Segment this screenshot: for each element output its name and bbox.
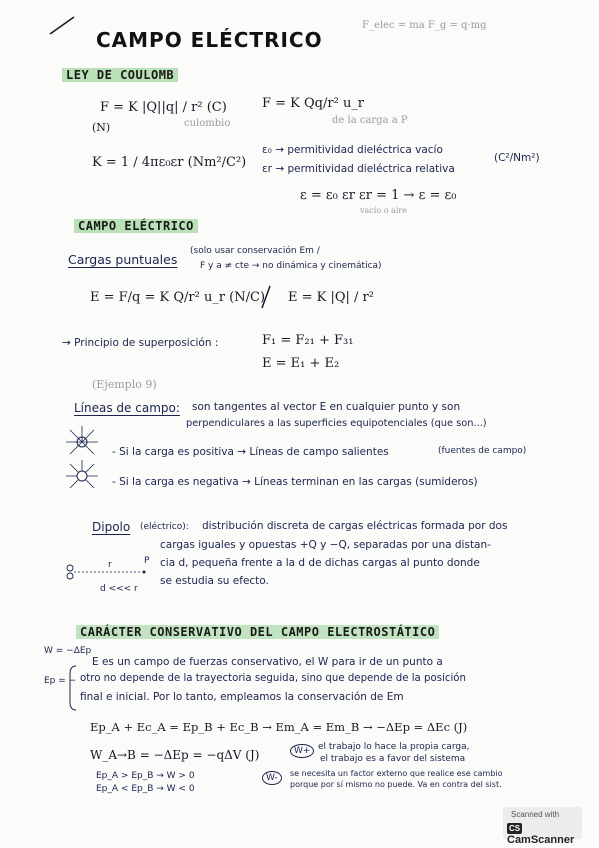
dipolo-r-label: r bbox=[108, 560, 112, 570]
dipolo-text-4: se estudia su efecto. bbox=[160, 575, 269, 587]
cargas-puntuales-label: Cargas puntuales bbox=[68, 252, 178, 267]
lineas-text-1: son tangentes al vector E en cualquier punto y son bbox=[192, 401, 461, 413]
coulomb-unit-note: culombio bbox=[184, 118, 231, 129]
vector-direction-note: de la carga a P bbox=[332, 115, 408, 126]
field-lines-sketch bbox=[60, 424, 104, 496]
scanner-line2-wrap bbox=[507, 822, 582, 846]
carga-positiva-text: - Si la carga es positiva → Líneas de campo salientes bbox=[112, 446, 389, 458]
section-heading-campo: CAMPO ELÉCTRICO bbox=[74, 219, 198, 233]
section-heading-coulomb: LEY DE COULOMB bbox=[62, 68, 178, 82]
cargas-note-1: (solo usar conservación Em / bbox=[190, 246, 320, 256]
condition-w-positive: Ep_A > Ep_B → W > 0 bbox=[96, 771, 195, 781]
dipolo-text-2: cargas iguales y opuestas +Q y −Q, separadas por una distan- bbox=[160, 539, 491, 551]
conservativo-text-3: final e inicial. Por lo tanto, empleamos la conservación de Em bbox=[80, 691, 404, 703]
lineas-text-2: perpendiculares a las superficies equipotenciales (que son...) bbox=[186, 418, 487, 429]
scanner-line2: CamScanner bbox=[507, 834, 575, 846]
bracket-mark bbox=[68, 664, 78, 712]
dipolo-paren: (eléctrico): bbox=[140, 522, 189, 532]
section-heading-conservativo: CARÁCTER CONSERVATIVO DEL CAMPO ELECTROSTÁTICO bbox=[76, 625, 439, 639]
epsr-definition: εr → permitividad dieléctrica relativa bbox=[262, 163, 455, 175]
dipolo-d-note: d <<< r bbox=[100, 584, 138, 594]
work-equation: W_A→B = −ΔEp = −qΔV (J) bbox=[90, 748, 260, 762]
coulomb-force-formula: F = K |Q||q| / r² (C) bbox=[100, 100, 227, 115]
camscanner-logo-icon: CS bbox=[509, 824, 521, 833]
dipolo-label: Dipolo bbox=[92, 520, 131, 534]
fuentes-note: (fuentes de campo) bbox=[438, 446, 527, 456]
top-note: F_elec = ma F_g = q·mg bbox=[362, 20, 487, 31]
cargas-note-2: F y a ≠ cte → no dinámica y cinemática) bbox=[200, 261, 382, 271]
w-positive-text-1: el trabajo lo hace la propia carga, bbox=[318, 742, 470, 752]
w-negative-text-2: porque por sí mismo no puede. Va en contra del sist. bbox=[290, 780, 502, 789]
lineas-label: Líneas de campo: bbox=[74, 401, 180, 415]
superposicion-label: → Principio de superposición : bbox=[62, 337, 219, 349]
vacio-aire-note: vacío o aire bbox=[360, 206, 407, 215]
carga-negativa-text: - Si la carga es negativa → Líneas terminan en las cargas (sumideros) bbox=[112, 476, 478, 488]
w-positive-text-2: el trabajo es a favor del sistema bbox=[320, 754, 466, 764]
force-unit: (N) bbox=[92, 121, 111, 134]
eps-relation: ε = ε₀ εr εr = 1 → ε = ε₀ bbox=[300, 188, 457, 203]
conservativo-text-2: otro no depende de la trayectoria seguida, sino que depende de la posición bbox=[80, 673, 466, 684]
w-positive-badge: W+ bbox=[290, 744, 314, 758]
dipolo-text-3: cia d, pequeña frente a la d de dichas cargas al punto donde bbox=[160, 557, 480, 569]
work-side-note: W = −ΔEp bbox=[44, 646, 92, 656]
scanner-watermark bbox=[503, 807, 582, 846]
ejemplo-note: (Ejemplo 9) bbox=[92, 378, 157, 391]
conservativo-text-1: E es un campo de fuerzas conservativo, el W para ir de un punto a bbox=[92, 656, 443, 668]
pen-stroke-mark bbox=[48, 14, 78, 36]
superposicion-force: F₁ = F₂₁ + F₃₁ bbox=[262, 333, 354, 348]
w-negative-text-1: se necesita un factor externo que realice ese cambio bbox=[290, 769, 503, 778]
energy-conservation-eq: Ep_A + Ec_A = Ep_B + Ec_B → Em_A = Em_B → −ΔEp = ΔEc (J) bbox=[90, 720, 468, 734]
coulomb-vector-formula: F = K Qq/r² u_r bbox=[262, 96, 365, 111]
scanner-line1: Scanned with bbox=[511, 810, 560, 819]
w-negative-badge: W- bbox=[262, 771, 282, 785]
page-title: CAMPO ELÉCTRICO bbox=[96, 28, 323, 52]
slash-divider bbox=[258, 284, 274, 310]
eps-units: (C²/Nm²) bbox=[494, 152, 540, 164]
condition-w-negative: Ep_A < Ep_B → W < 0 bbox=[96, 784, 195, 794]
eps0-definition: ε₀ → permitividad dieléctrica vacío bbox=[262, 144, 443, 156]
k-constant-formula: K = 1 / 4πε₀εr (Nm²/C²) bbox=[92, 155, 247, 170]
field-modulus-formula: E = K |Q| / r² bbox=[288, 290, 374, 305]
field-formula: E = F/q = K Q/r² u_r (N/C) bbox=[90, 290, 266, 305]
superposicion-field: E = E₁ + E₂ bbox=[262, 356, 340, 371]
ep-side-note: Ep = − bbox=[44, 676, 77, 686]
dipolo-text-1: distribución discreta de cargas eléctricas formada por dos bbox=[202, 520, 508, 532]
dipolo-p-label: P bbox=[144, 556, 150, 566]
